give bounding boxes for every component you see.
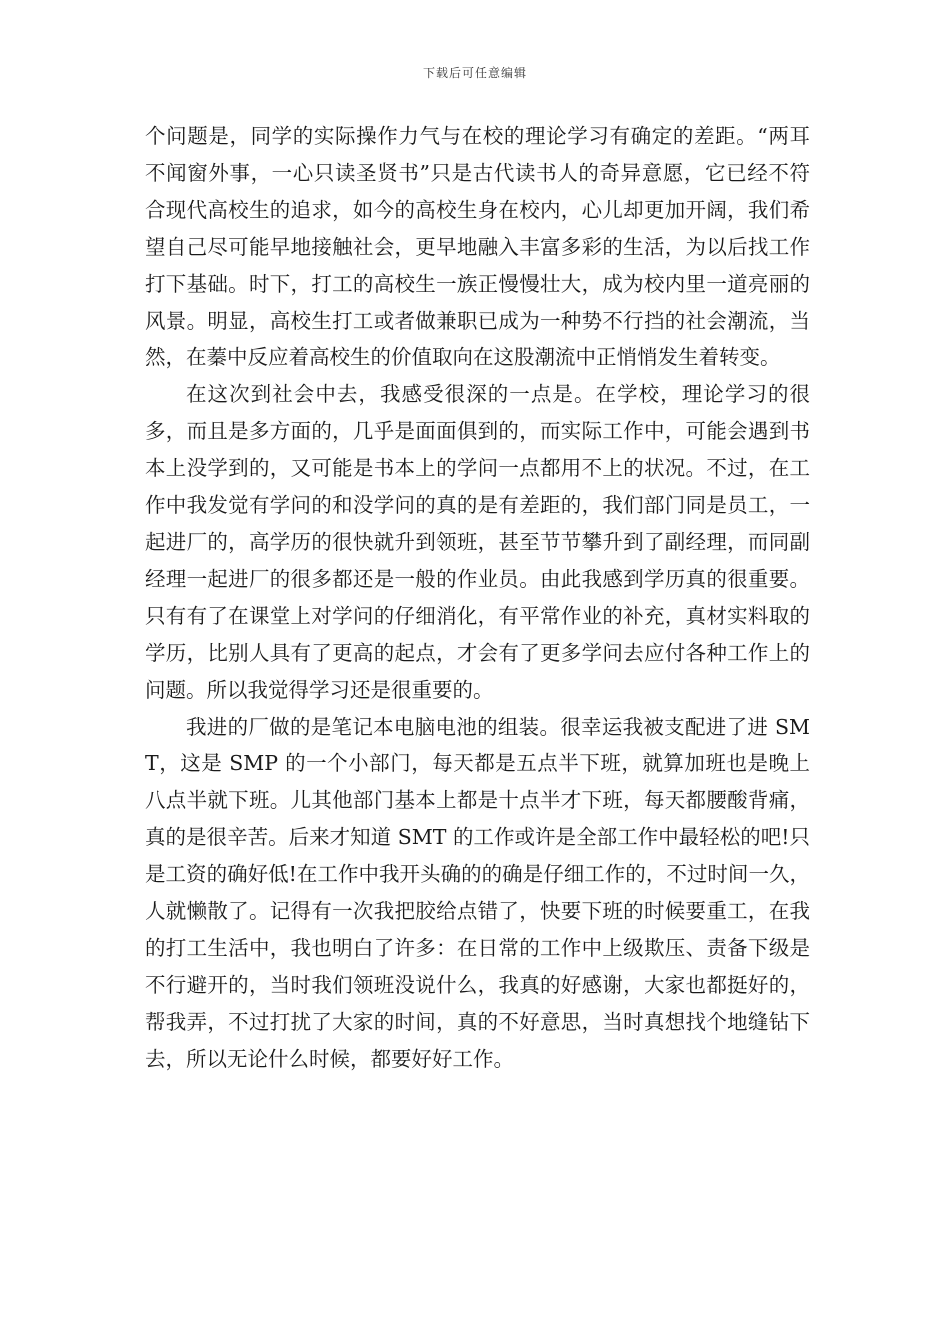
paragraph-3: 我进的厂做的是笔记本电脑电池的组装。很幸运我被支配进了进 SMT，这是 SMP 的一个小部门，每天都是五点半下班，就算加班也是晚上八点半就下班。儿其他部门基本上都是十点半才下班，每天都腰酸背痛，真的是很辛苦。后来才知道 SMT 的工作或许是全部工作中最轻松的吧!只是工资的确好低!在工作中我开头确的的确是仔细工作的，不过时间一久，人就懒散了。记得有一次我把胶给点错了，快要下班的时候要重工，在我的打工生活中，我也明白了许多：在日常的工作中上级欺压、责备下级是不行避开的，当时我们领班没说什么，我真的好感谢，大家也都挺好的，帮我弄，不过打扰了大家的时间，真的不好意思，当时真想找个地缝钻下去，所以无论什么时候，都要好好工作。 bbox=[145, 714, 810, 1071]
paragraph-1: 个问题是，同学的实际操作力气与在校的理论学习有确定的差距。“两耳不闻窗外事，一心只读圣贤书”只是古代读书人的奇异意愿，它已经不符合现代高校生的追求，如今的高校生身在校内，心儿却更加开阔，我们希望自己尽可能早地接触社会，更早地融入丰富多彩的生活，为以后找工作打下基础。时下，打工的高校生一族正慢慢壮大，成为校内里一道亮丽的风景。明显，高校生打工或者做兼职已成为一种势不行挡的社会潮流，当然，在蓁中反应着高校生的价值取向在这股潮流中正悄悄发生着转变。 bbox=[145, 124, 810, 370]
document-body bbox=[145, 118, 810, 1078]
paragraph-2: 在这次到社会中去，我感受很深的一点是。在学校，理论学习的很多，而且是多方面的，几乎是面面俱到的，而实际工作中，可能会遇到书本上没学到的，又可能是书本上的学问一点都用不上的状况。不过，在工作中我发觉有学问的和没学问的真的是有差距的，我们部门同是员工，一起进厂的，高学历的很快就升到领班，甚至节节攀升到了副经理，而同副经理一起进厂的很多都还是一般的作业员。由此我感到学历真的很重要。只有有了在课堂上对学问的仔细消化，有平常作业的补充，真材实料取的学历，比别人具有了更高的起点，才会有了更多学问去应付各种工作上的问题。所以我觉得学习还是很重要的。 bbox=[145, 382, 810, 702]
page-header: 下载后可任意编辑 bbox=[422, 66, 527, 80]
